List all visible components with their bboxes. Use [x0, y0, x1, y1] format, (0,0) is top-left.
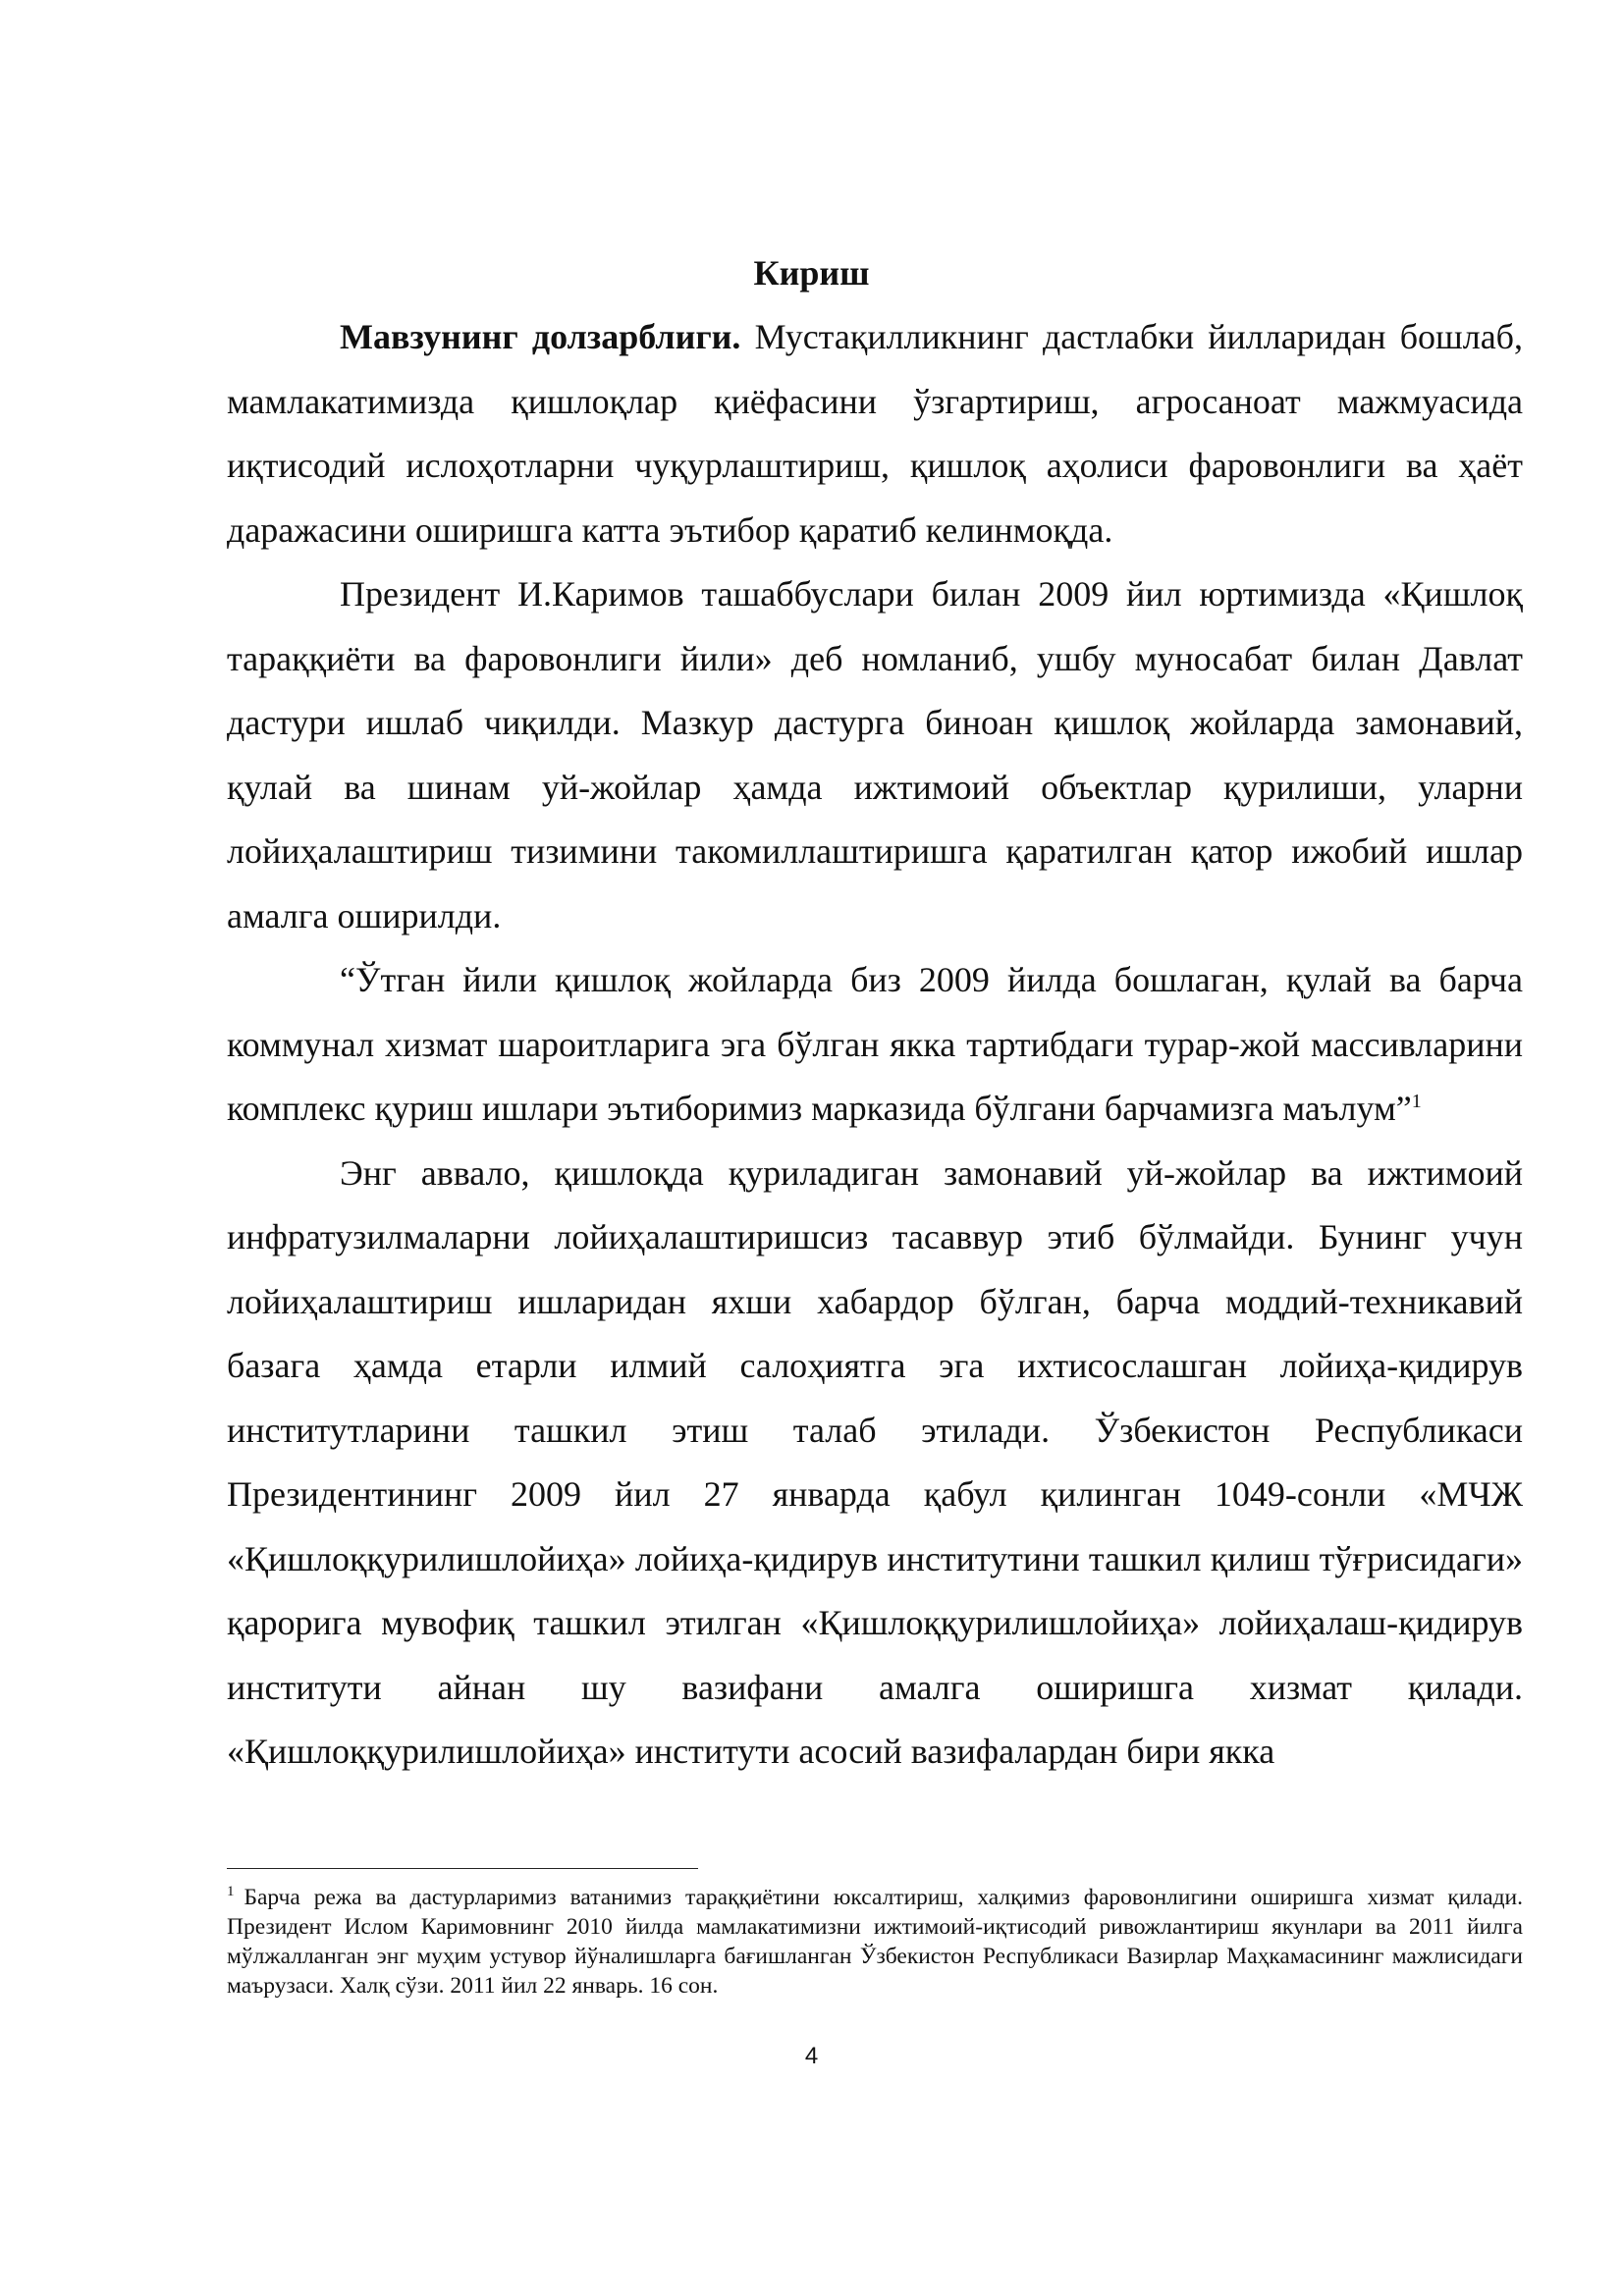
section-heading: Кириш	[753, 253, 870, 293]
footnote-text: Барча режа ва дастурларимиз ватанимиз тараққиётини юксалтириш, халқимиз фаровонлигини оширишга хизмат қилади. Президент Ислом Каримовнинг 2010 йилда мамлакатимизни ижтимоий-иқтисодий ривожлантириш якунлари ва 2011 йилга мўлжалланган энг муҳим устувор йўналишларга бағишланган Ўзбекистон Республикаси Вазирлар Маҳкамасининг мажлисидаги маърузаси. Халқ сўзи. 2011 йил 22 январь. 16 сон.	[227, 1885, 1523, 1999]
paragraph-topicality	[227, 305, 1523, 562]
paragraph-text: Энг аввало, қишлоқда қуриладиган замонавий уй-жойлар ва ижтимоий инфратузилмаларни лойиҳалаштиришсиз тасаввур этиб бўлмайди. Бунинг учун лойиҳалаштириш ишларидан яхши хабардор бўлган, барча моддий-техникавий базага ҳамда етарли илмий салоҳиятга эга ихтисослашган лойиҳа-қидирув институтларини ташкил этиш талаб этилади. Ўзбекистон Республикаси Президентининг 2009 йил 27 январда қабул қилинган 1049-сонли «МЧЖ «Қишлоққурилишлойиҳа» лойиҳа-қидирув институтини ташкил қилиш тўғрисидаги» қарорига мувофиқ ташкил этилган «Қишлоққурилишлойиҳа» лойиҳалаш-қидирув институти айнан шу вазифани амалга оширишга хизмат қилади. «Қишлоққурилишлойиҳа» институти асосий вазифалардан бири якка	[227, 1152, 1523, 1771]
paragraph-text: Президент И.Каримов ташаббуслари билан 2009 йил юртимизда «Қишлоқ тараққиёти ва фаровонлиги йили» деб номланиб, ушбу муносабат билан Давлат дастури ишлаб чиқилди. Мазкур дастурга биноан қишлоқ жойларда замонавий, қулай ва шинам уй-жойлар ҳамда ижтимоий объектлар қурилиши, уларни лойиҳалаштириш тизимини такомиллаштиришга қаратилган қатор ижобий ишлар амалга оширилди.	[227, 574, 1523, 935]
paragraph-president-initiative	[227, 562, 1523, 948]
paragraph-quote	[227, 948, 1523, 1142]
page-number: 4	[804, 2043, 819, 2069]
footnote-number: 1	[227, 1884, 235, 1900]
body-text	[227, 305, 1523, 1785]
footnote-separator	[227, 1868, 698, 1869]
footnote-reference[interactable]: 1	[1411, 1091, 1422, 1112]
paragraph-text: “Ўтган йили қишлоқ жойларда биз 2009 йилда бошлаган, қулай ва барча коммунал хизмат шароитларига эга бўлган якка тартибдаги турар-жой массивларини комплекс қуриш ишлари эътиборимиз марказида бўлгани барчамизга маълум”	[227, 960, 1523, 1128]
paragraph-lead: Мавзунинг долзарблиги.	[340, 317, 741, 356]
footnote	[227, 1883, 1523, 2001]
paragraph-design-institute	[227, 1142, 1523, 1785]
paragraph-text: Мустақилликнинг дастлабки йилларидан бошлаб, мамлакатимизда қишлоқлар қиёфасини ўзгартириш, агросаноат мажмуасида иқтисодий ислоҳотларни чуқурлаштириш, қишлоқ аҳолиси фаровонлиги ва ҳаёт даражасини оширишга катта эътибор қаратиб келинмоқда.	[227, 317, 1523, 550]
